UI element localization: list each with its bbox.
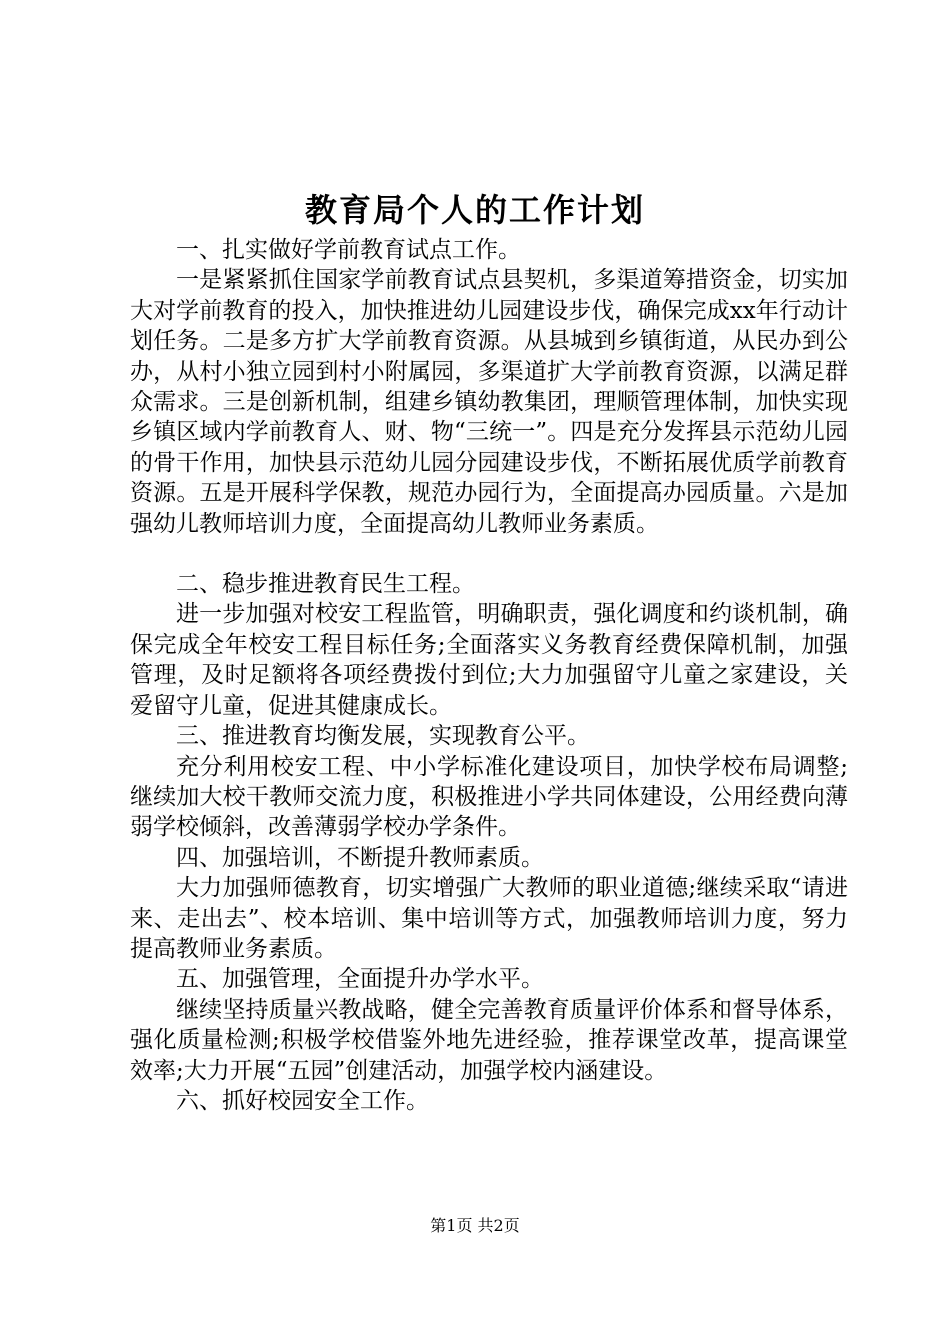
document-title: 教育局个人的工作计划 [304,191,645,229]
section-heading-3: 三、推进教育均衡发展，实现教育公平。 [176,723,590,750]
section-heading-2: 二、稳步推进教育民生工程。 [176,571,475,598]
page-number-footer: 第1页 共2页 [430,1216,520,1235]
section-body-1: 一是紧紧抓住国家学前教育试点县契机，多渠道筹措资金，切实加大对学前教育的投入，加快推进幼儿园建设步伐，确保完成xx年行动计划任务。二是多方扩大学前教育资源。从县城到乡镇街道，从民办到公办，从村小独立园到村小附属园，多渠道扩大学前教育资源，以满足群众需求。三是创新机制，组建乡镇幼教集团，理顺管理体制，加快实现乡镇区域内学前教育人、财、物“三统一”。四是充分发挥县示范幼儿园的骨干作用，加快县示范幼儿园分园建设步伐，不断拓展优质学前教育资源。五是开展科学保教，规范办园行为，全面提高办园质量。六是加强幼儿教师培训力度，全面提高幼儿教师业务素质。 [130,267,848,537]
document-body [130,235,848,1116]
section-body-2: 进一步加强对校安工程监管，明确职责，强化调度和约谈机制，确保完成全年校安工程目标任务;全面落实义务教育经费保障机制，加强管理，及时足额将各项经费拨付到位;大力加强留守儿童之家建设，关爱留守儿童，促进其健康成长。 [130,601,848,719]
section-heading-1: 一、扎实做好学前教育试点工作。 [176,237,521,263]
section-body-5: 继续坚持质量兴教战略，健全完善教育质量评价体系和督导体系，强化质量检测;积极学校借鉴外地先进经验，推荐课堂改革，提高课堂效率;大力开展“五园”创建活动，加强学校内涵建设。 [130,996,848,1084]
section-heading-6: 六、抓好校园安全工作。 [176,1087,429,1114]
section-heading-5: 五、加强管理，全面提升办学水平。 [176,966,544,993]
section-heading-4: 四、加强培训，不断提升教师素质。 [176,844,544,871]
section-body-3: 充分利用校安工程、中小学标准化建设项目，加快学校布局调整;继续加大校干教师交流力度，积极推进小学共同体建设，公用经费向薄弱学校倾斜，改善薄弱学校办学条件。 [130,753,848,841]
section-body-4: 大力加强师德教育，切实增强广大教师的职业道德;继续采取“请进来、走出去”、校本培训、集中培训等方式，加强教师培训力度，努力提高教师业务素质。 [130,875,848,962]
